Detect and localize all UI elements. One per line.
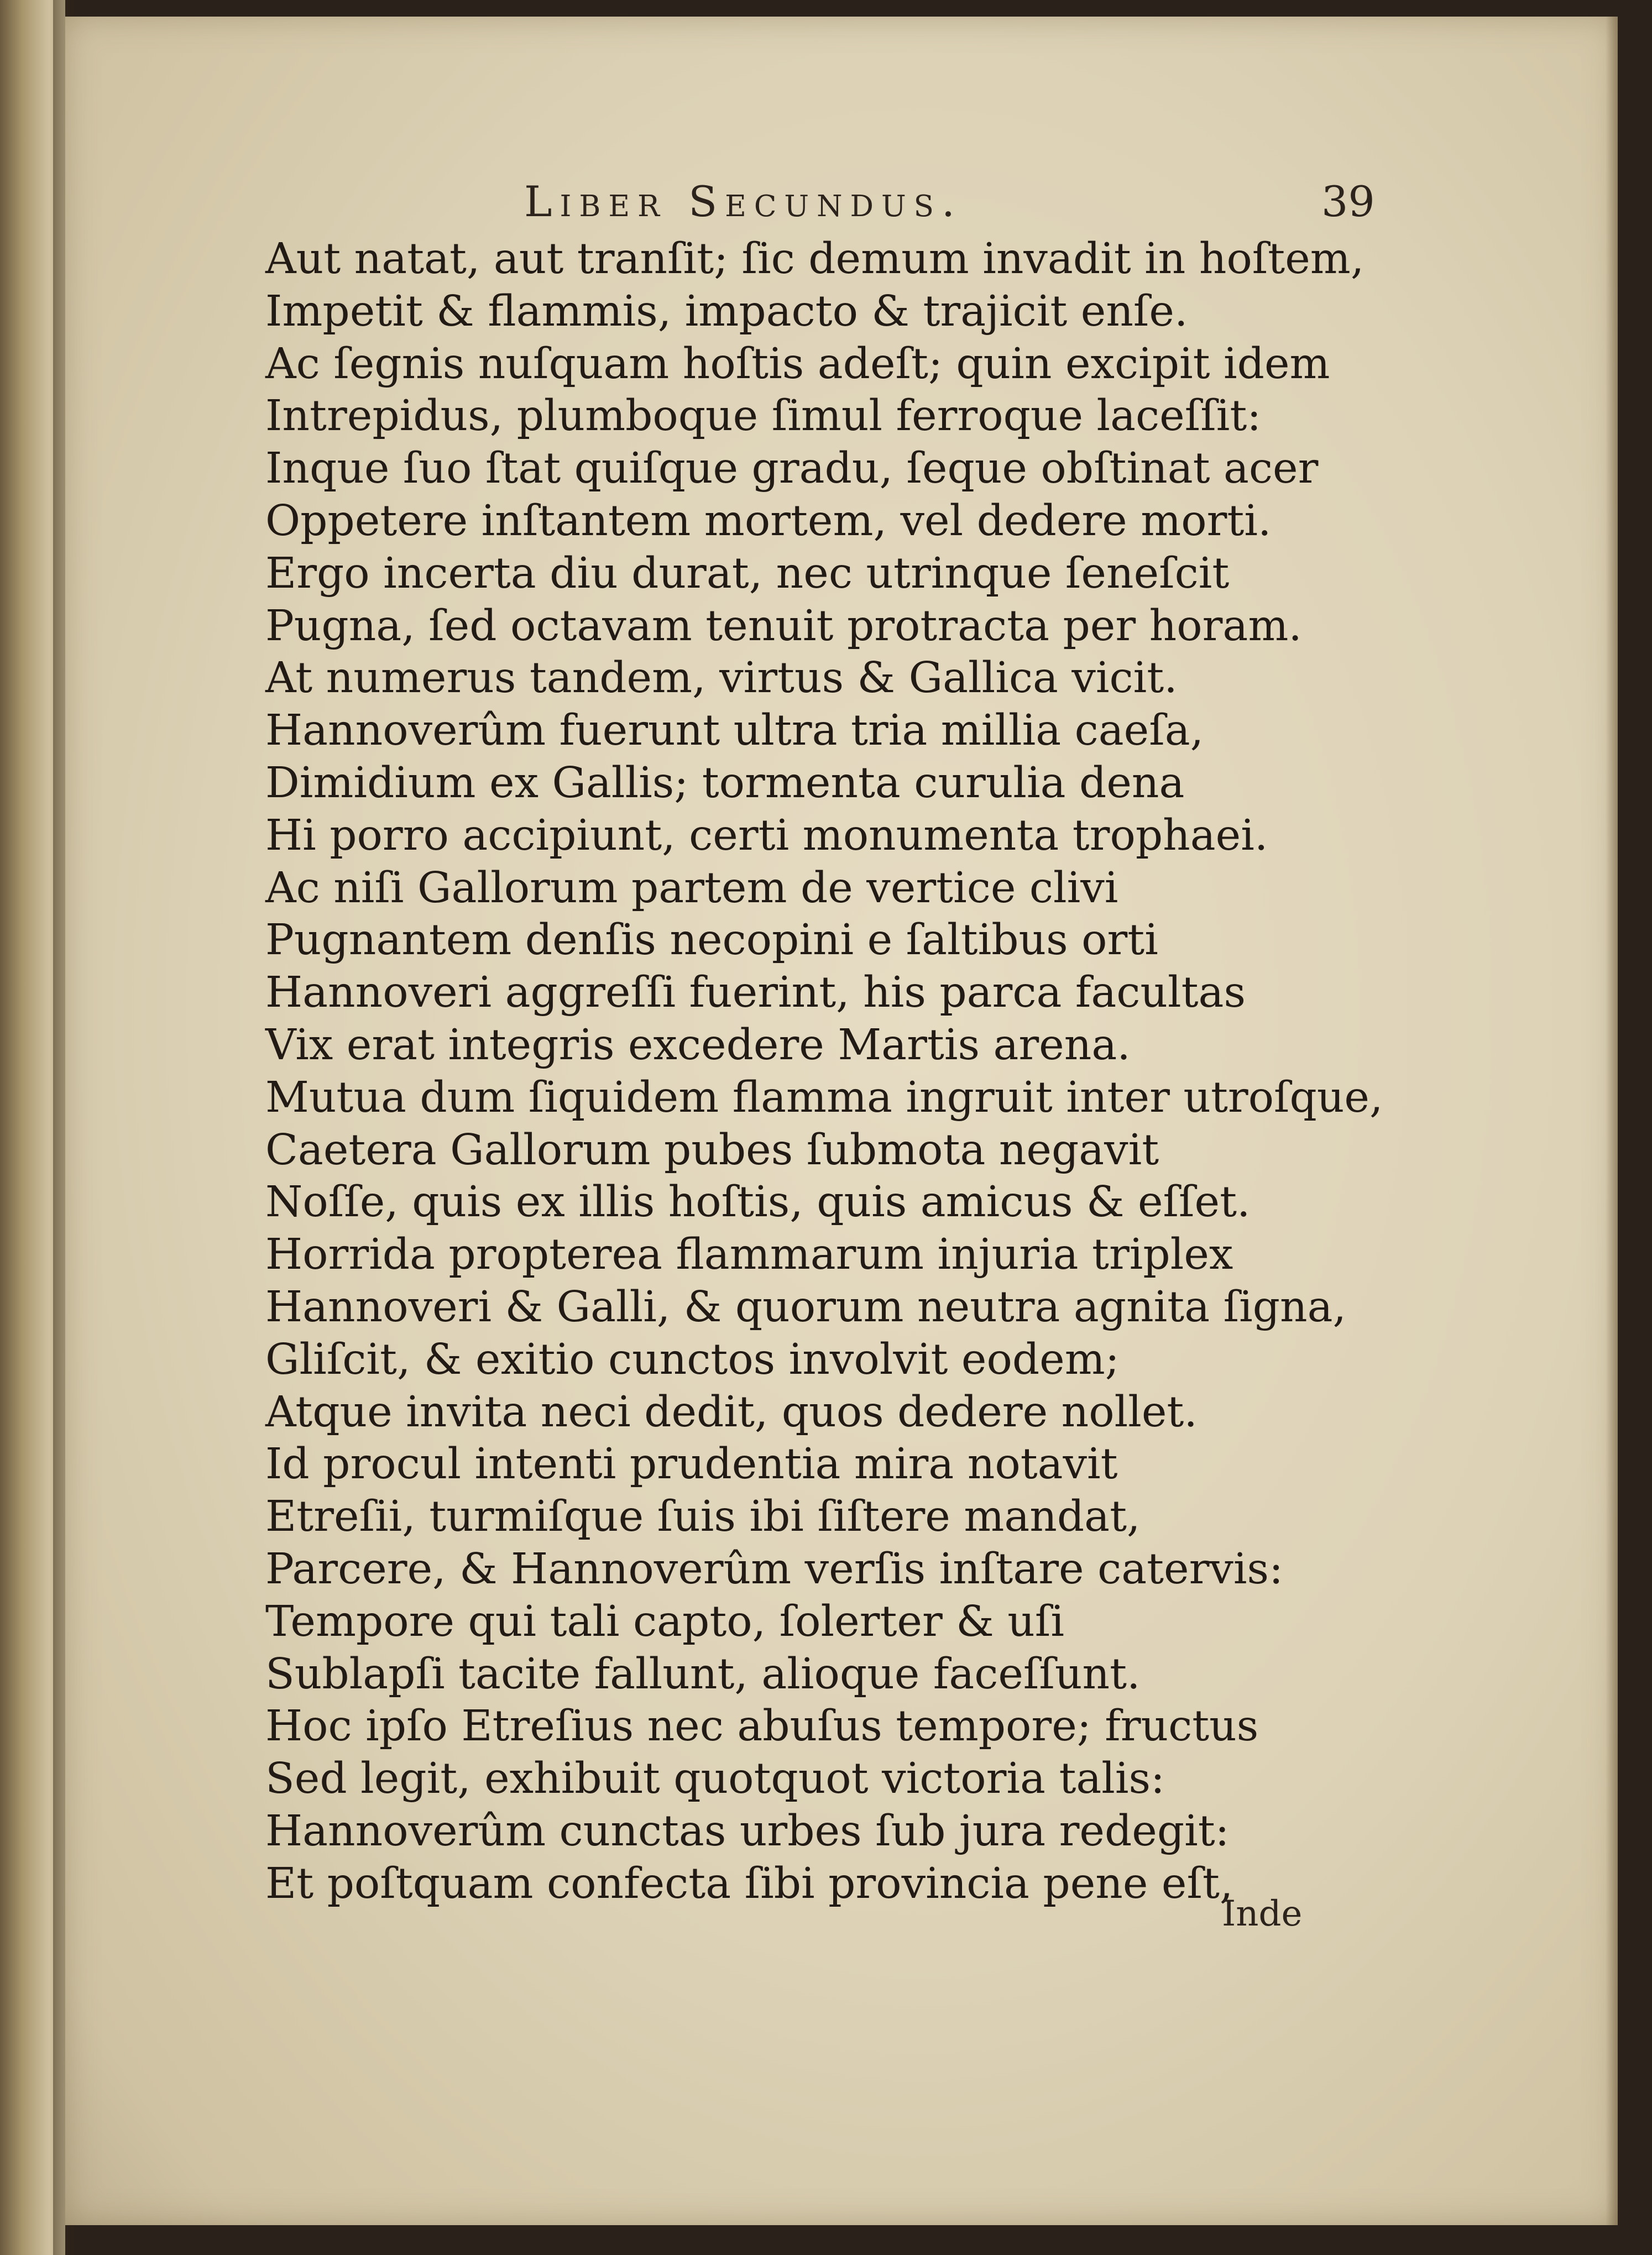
verse-line: Sublapſi tacite fallunt, alioque faceſſunt. <box>265 1649 1141 1699</box>
verse-line: Hi porro accipiunt, certi monumenta trophaei. <box>265 810 1268 860</box>
running-title: Liber Secundus. <box>524 177 963 226</box>
verse-line: Hannoverûm cunctas urbes ſub jura redegit: <box>265 1806 1230 1856</box>
verse-line: Intrepidus, plumboque ſimul ferroque laceſſit: <box>265 391 1262 441</box>
verse-line: Pugnantem denſis necopini e ſaltibus orti <box>265 915 1158 965</box>
verse-line: Parcere, & Hannoverûm verſis inſtare catervis: <box>265 1544 1284 1594</box>
verse-line: Sed legit, exhibuit quotquot victoria talis: <box>265 1754 1165 1804</box>
verse-line: Oppetere inſtantem mortem, vel dedere morti. <box>265 496 1272 546</box>
verse-line: Tempore qui tali capto, ſolerter & uſi <box>265 1597 1064 1646</box>
page-paper <box>65 17 1618 2225</box>
verse-line: Hannoveri & Galli, & quorum neutra agnita ſigna, <box>265 1282 1347 1332</box>
verse-line: Noſſe, quis ex illis hoſtis, quis amicus & eſſet. <box>265 1178 1251 1227</box>
verse-block <box>265 233 1592 1911</box>
verse-line: Et poſtquam confecta ſibi provincia pene eſt, <box>265 1859 1233 1908</box>
catchword: Inde <box>1222 1893 1303 1934</box>
verse-line: Pugna, ſed octavam tenuit protracta per horam. <box>265 601 1302 651</box>
verse-line: Gliſcit, & exitio cunctos involvit eodem; <box>265 1335 1120 1384</box>
verse-line: Ac ſegnis nuſquam hoſtis adeſt; quin excipit idem <box>265 339 1330 389</box>
page-header <box>65 177 1618 238</box>
verse-line: Impetit & flammis, impacto & trajicit enſe. <box>265 286 1188 336</box>
verse-line: At numerus tandem, virtus & Gallica vicit. <box>265 653 1178 703</box>
verse-line: Dimidium ex Gallis; tormenta curulia dena <box>265 758 1185 808</box>
verse-line: Ergo incerta diu durat, nec utrinque ſeneſcit <box>265 548 1230 598</box>
verse-line: Atque invita neci dedit, quos dedere nollet. <box>265 1387 1198 1437</box>
verse-line: Hoc ipſo Etreſius nec abuſus tempore; fructus <box>265 1702 1259 1751</box>
verse-line: Caetera Gallorum pubes ſubmota negavit <box>265 1125 1159 1175</box>
verse-line: Vix erat integris excedere Martis arena. <box>265 1020 1131 1070</box>
verse-line: Hannoverûm fuerunt ultra tria millia caeſa, <box>265 706 1204 756</box>
page-edge-shadow <box>1606 17 1618 2225</box>
verse-line: Hannoveri aggreſſi fuerint, his parca facultas <box>265 968 1246 1018</box>
verse-line: Mutua dum ſiquidem flamma ingruit inter utroſque, <box>265 1072 1383 1122</box>
page-number: 39 <box>1321 177 1375 226</box>
verse-line: Etreſii, turmiſque ſuis ibi ſiſtere mandat, <box>265 1492 1141 1542</box>
verse-line: Aut natat, aut tranſit; ſic demum invadit in hoſtem, <box>265 234 1365 284</box>
verse-line: Ac niſi Gallorum partem de vertice clivi <box>265 863 1118 913</box>
verse-line: Id procul intenti prudentia mira notavit <box>265 1440 1118 1489</box>
verse-line: Inque ſuo ſtat quiſque gradu, ſeque obſtinat acer <box>265 444 1319 494</box>
verse-line: Horrida propterea flammarum injuria triplex <box>265 1230 1233 1280</box>
